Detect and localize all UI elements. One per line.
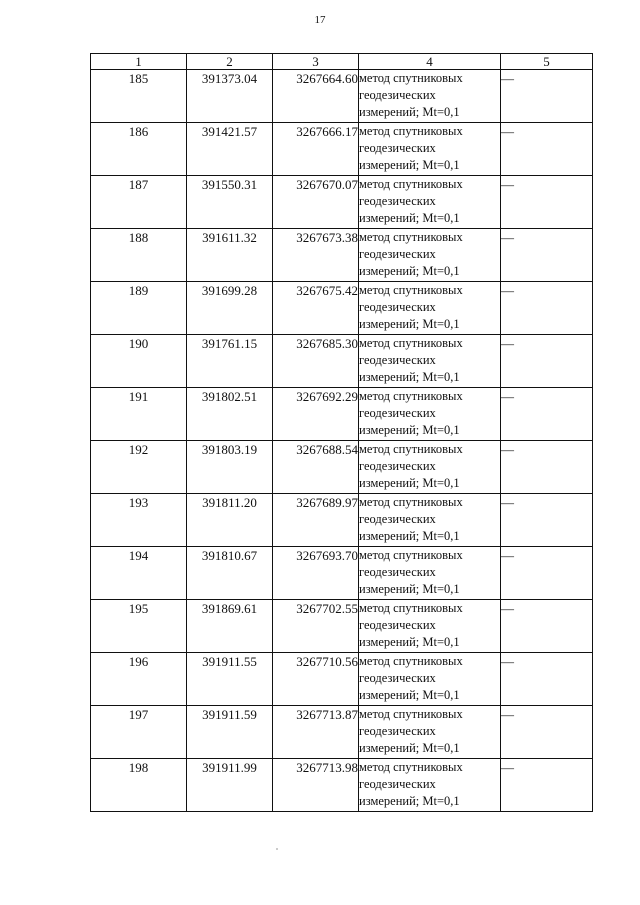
- coordinate-y: 3267685.30: [273, 335, 359, 388]
- table-row: [91, 494, 593, 547]
- header-col-3: 3: [273, 54, 359, 70]
- method-line: геодезических: [359, 194, 436, 208]
- table-row: [91, 70, 593, 123]
- method-line: геодезических: [359, 300, 436, 314]
- point-number: 189: [91, 282, 187, 335]
- scan-speck: [276, 848, 278, 850]
- method-description: [359, 70, 501, 123]
- note-dash: —: [501, 600, 593, 653]
- method-description: [359, 441, 501, 494]
- method-line: метод спутниковых: [359, 283, 463, 297]
- note-dash: —: [501, 441, 593, 494]
- method-line: геодезических: [359, 777, 436, 791]
- coordinate-y: 3267666.17: [273, 123, 359, 176]
- coordinate-x: 391802.51: [187, 388, 273, 441]
- method-description: [359, 494, 501, 547]
- method-line: геодезических: [359, 353, 436, 367]
- point-number: 185: [91, 70, 187, 123]
- note-dash: —: [501, 123, 593, 176]
- method-line: измерений; Mt=0,1: [359, 741, 460, 755]
- method-line: метод спутниковых: [359, 230, 463, 244]
- note-dash: —: [501, 335, 593, 388]
- method-line: геодезических: [359, 512, 436, 526]
- point-number: 193: [91, 494, 187, 547]
- method-line: метод спутниковых: [359, 124, 463, 138]
- table-row: [91, 176, 593, 229]
- method-line: геодезических: [359, 88, 436, 102]
- method-line: измерений; Mt=0,1: [359, 582, 460, 596]
- coordinate-x: 391803.19: [187, 441, 273, 494]
- note-dash: —: [501, 494, 593, 547]
- method-line: геодезических: [359, 406, 436, 420]
- method-description: [359, 388, 501, 441]
- method-line: метод спутниковых: [359, 442, 463, 456]
- point-number: 188: [91, 229, 187, 282]
- method-line: измерений; Mt=0,1: [359, 688, 460, 702]
- page-number: 17: [314, 14, 326, 26]
- note-dash: —: [501, 759, 593, 812]
- method-line: метод спутниковых: [359, 760, 463, 774]
- table-body: [91, 70, 593, 812]
- coordinate-x: 391373.04: [187, 70, 273, 123]
- coordinate-x: 391911.99: [187, 759, 273, 812]
- point-number: 194: [91, 547, 187, 600]
- method-line: измерений; Mt=0,1: [359, 211, 460, 225]
- coordinate-y: 3267713.87: [273, 706, 359, 759]
- note-dash: —: [501, 176, 593, 229]
- method-description: [359, 547, 501, 600]
- method-description: [359, 229, 501, 282]
- table-row: [91, 706, 593, 759]
- method-line: метод спутниковых: [359, 71, 463, 85]
- table-header-row: [91, 54, 593, 70]
- coordinate-x: 391810.67: [187, 547, 273, 600]
- point-number: 191: [91, 388, 187, 441]
- method-line: геодезических: [359, 141, 436, 155]
- method-description: [359, 600, 501, 653]
- method-line: измерений; Mt=0,1: [359, 317, 460, 331]
- table-row: [91, 441, 593, 494]
- coordinate-y: 3267710.56: [273, 653, 359, 706]
- note-dash: —: [501, 70, 593, 123]
- header-col-4: 4: [359, 54, 501, 70]
- method-line: измерений; Mt=0,1: [359, 158, 460, 172]
- point-number: 186: [91, 123, 187, 176]
- coordinate-x: 391761.15: [187, 335, 273, 388]
- method-line: измерений; Mt=0,1: [359, 794, 460, 808]
- coordinate-x: 391611.32: [187, 229, 273, 282]
- method-description: [359, 123, 501, 176]
- table-row: [91, 600, 593, 653]
- table-row: [91, 123, 593, 176]
- table-row: [91, 388, 593, 441]
- coordinate-y: 3267688.54: [273, 441, 359, 494]
- point-number: 196: [91, 653, 187, 706]
- note-dash: —: [501, 229, 593, 282]
- note-dash: —: [501, 388, 593, 441]
- coordinate-y: 3267675.42: [273, 282, 359, 335]
- method-description: [359, 706, 501, 759]
- method-line: измерений; Mt=0,1: [359, 476, 460, 490]
- note-dash: —: [501, 706, 593, 759]
- coordinate-x: 391911.55: [187, 653, 273, 706]
- method-line: метод спутниковых: [359, 336, 463, 350]
- method-line: измерений; Mt=0,1: [359, 105, 460, 119]
- note-dash: —: [501, 547, 593, 600]
- method-line: измерений; Mt=0,1: [359, 635, 460, 649]
- method-line: геодезических: [359, 671, 436, 685]
- method-description: [359, 759, 501, 812]
- coordinate-x: 391699.28: [187, 282, 273, 335]
- method-line: измерений; Mt=0,1: [359, 529, 460, 543]
- method-line: геодезических: [359, 618, 436, 632]
- header-col-1: 1: [91, 54, 187, 70]
- header-col-2: 2: [187, 54, 273, 70]
- table-row: [91, 547, 593, 600]
- method-line: геодезических: [359, 247, 436, 261]
- method-line: метод спутниковых: [359, 389, 463, 403]
- method-description: [359, 653, 501, 706]
- method-line: геодезических: [359, 724, 436, 738]
- note-dash: —: [501, 653, 593, 706]
- table-row: [91, 653, 593, 706]
- table-row: [91, 335, 593, 388]
- point-number: 192: [91, 441, 187, 494]
- method-line: геодезических: [359, 565, 436, 579]
- table-row: [91, 759, 593, 812]
- point-number: 190: [91, 335, 187, 388]
- method-line: измерений; Mt=0,1: [359, 423, 460, 437]
- method-line: метод спутниковых: [359, 548, 463, 562]
- point-number: 195: [91, 600, 187, 653]
- coordinate-y: 3267689.97: [273, 494, 359, 547]
- coordinates-table: [90, 53, 593, 812]
- coordinate-y: 3267713.98: [273, 759, 359, 812]
- table-row: [91, 229, 593, 282]
- coordinate-y: 3267664.60: [273, 70, 359, 123]
- coordinate-y: 3267702.55: [273, 600, 359, 653]
- coordinate-y: 3267693.70: [273, 547, 359, 600]
- coordinate-y: 3267670.07: [273, 176, 359, 229]
- point-number: 198: [91, 759, 187, 812]
- coordinate-x: 391550.31: [187, 176, 273, 229]
- method-line: метод спутниковых: [359, 495, 463, 509]
- table-row: [91, 282, 593, 335]
- method-line: метод спутниковых: [359, 707, 463, 721]
- note-dash: —: [501, 282, 593, 335]
- method-line: метод спутниковых: [359, 654, 463, 668]
- coordinate-y: 3267673.38: [273, 229, 359, 282]
- method-line: геодезических: [359, 459, 436, 473]
- header-col-5: 5: [501, 54, 593, 70]
- coordinate-x: 391421.57: [187, 123, 273, 176]
- method-description: [359, 335, 501, 388]
- coordinate-x: 391911.59: [187, 706, 273, 759]
- method-line: метод спутниковых: [359, 601, 463, 615]
- method-line: метод спутниковых: [359, 177, 463, 191]
- coordinate-x: 391811.20: [187, 494, 273, 547]
- method-description: [359, 282, 501, 335]
- method-line: измерений; Mt=0,1: [359, 264, 460, 278]
- method-description: [359, 176, 501, 229]
- coordinate-y: 3267692.29: [273, 388, 359, 441]
- method-line: измерений; Mt=0,1: [359, 370, 460, 384]
- point-number: 187: [91, 176, 187, 229]
- coordinate-x: 391869.61: [187, 600, 273, 653]
- point-number: 197: [91, 706, 187, 759]
